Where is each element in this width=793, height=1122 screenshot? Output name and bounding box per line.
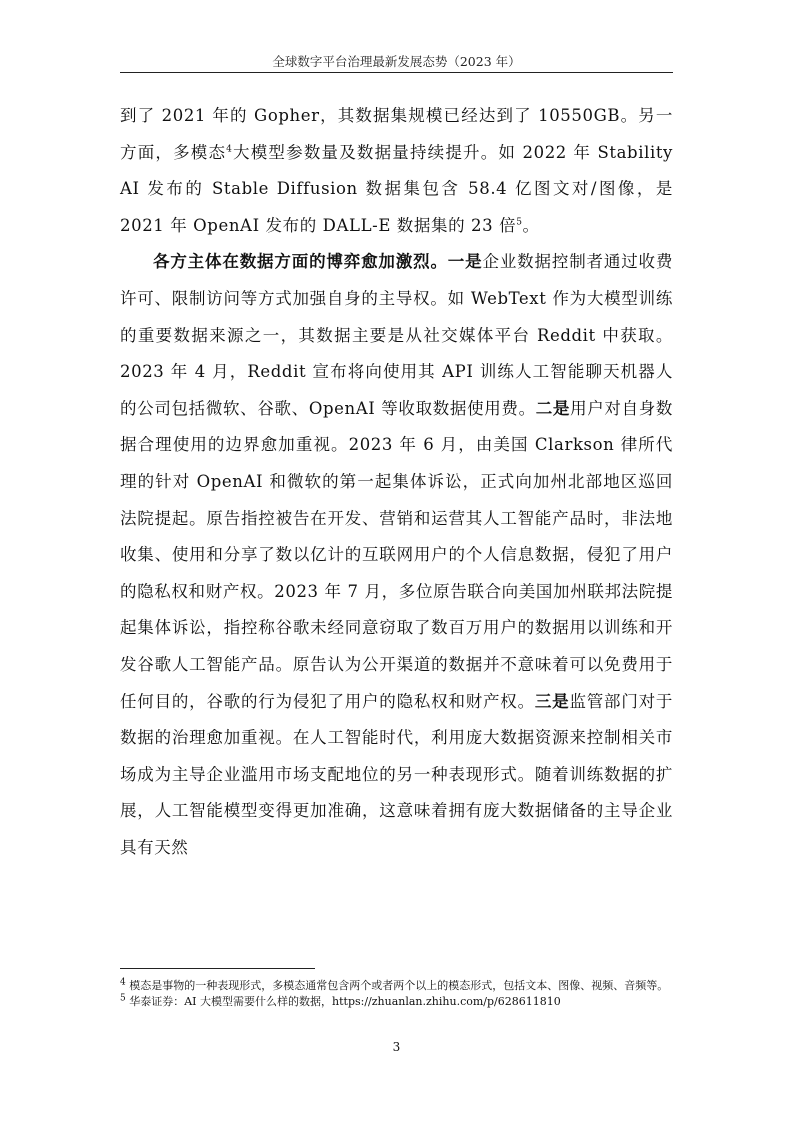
paragraph-1 (120, 98, 673, 244)
footnote-5 (120, 994, 673, 1010)
footnote-4-marker: 4 (120, 977, 126, 988)
page-number: 3 (392, 1040, 401, 1054)
point-two-label: 二是 (535, 398, 571, 418)
point-two-text: 用户对自身数据合理使用的边界愈加重视。2023 年 6 月，由美国 Clarkson 律所代理的针对 OpenAI 和微软的第一起集体诉讼，正式向加州北部地区巡回法院提起。原告指控被告在开发、营销和运营其人工智能产品时，非法地收集、使用和分享了数以亿计的互联网用户的个人信息数据，侵犯了用户的隐私权和财产权。2023 年 7 月，多位原告联合向美国加州联邦法院提起集体诉讼，指控称谷歌未经同意窃取了数百万用户的数据用以训练和开发谷歌人工智能产品。原告认为公开渠道的数据并不意味着可以免费用于任何目的，谷歌的行为侵犯了用户的隐私权和财产权。 (120, 398, 674, 711)
paragraph-1-part-a: 到了 2021 年的 Gopher，其数据集规模已经达到了 10550GB。另一方面，多模态 (120, 106, 673, 162)
footnote-4 (120, 978, 673, 994)
paragraph-1-part-b: 大模型参数量及数据量持续提升。如 2022 年 Stability AI 发布的 Stable Diffusion 数据集包含 58.4 亿图文对/图像，是 2021 年 OpenAI 发布的 DALL-E 数据集的 23 倍 (120, 142, 673, 235)
paragraph-1-part-c: 。 (522, 215, 540, 235)
point-one-text: 企业数据控制者通过收费许可、限制访问等方式加强自身的主导权。如 WebText 作为大模型训练的重要数据来源之一，其数据主要是从社交媒体平台 Reddit 中获取。2023 年 4 月，Reddit 宣布将向使用其 API 训练人工智能聊天机器人的公司包括微软、谷歌、OpenAI 等收取数据使用费。 (120, 252, 673, 418)
footnote-divider (120, 968, 315, 969)
footnote-5-marker: 5 (120, 993, 126, 1004)
footnote-ref-4[interactable]: 4 (226, 144, 233, 155)
header-divider (120, 72, 673, 73)
footnote-4-text: 模态是事物的一种表现形式，多模态通常包含两个或者两个以上的模态形式，包括文本、图像、视频、音频等。 (125, 979, 669, 992)
page-header: 全球数字平台治理最新发展态势（2023 年） (272, 54, 521, 69)
point-one-label: 一是 (447, 252, 483, 272)
footnote-5-text: 华泰证券：AI 大模型需要什么样的数据，https://zhuanlan.zhihu.com/p/628611810 (125, 995, 561, 1008)
paragraph-2 (120, 244, 673, 866)
footnotes (120, 978, 673, 1010)
point-three-text: 监管部门对于数据的治理愈加重视。在人工智能时代，利用庞大数据资源来控制相关市场成为主导企业滥用市场支配地位的另一种表现形式。随着训练数据的扩展，人工智能模型变得更加准确，这意味着拥有庞大数据储备的主导企业具有天然 (120, 691, 674, 857)
main-text (120, 98, 673, 866)
point-three-label: 三是 (534, 691, 570, 711)
footnote-ref-5[interactable]: 5 (516, 217, 523, 228)
paragraph-2-lead: 各方主体在数据方面的博弈愈加激烈。 (153, 252, 448, 272)
